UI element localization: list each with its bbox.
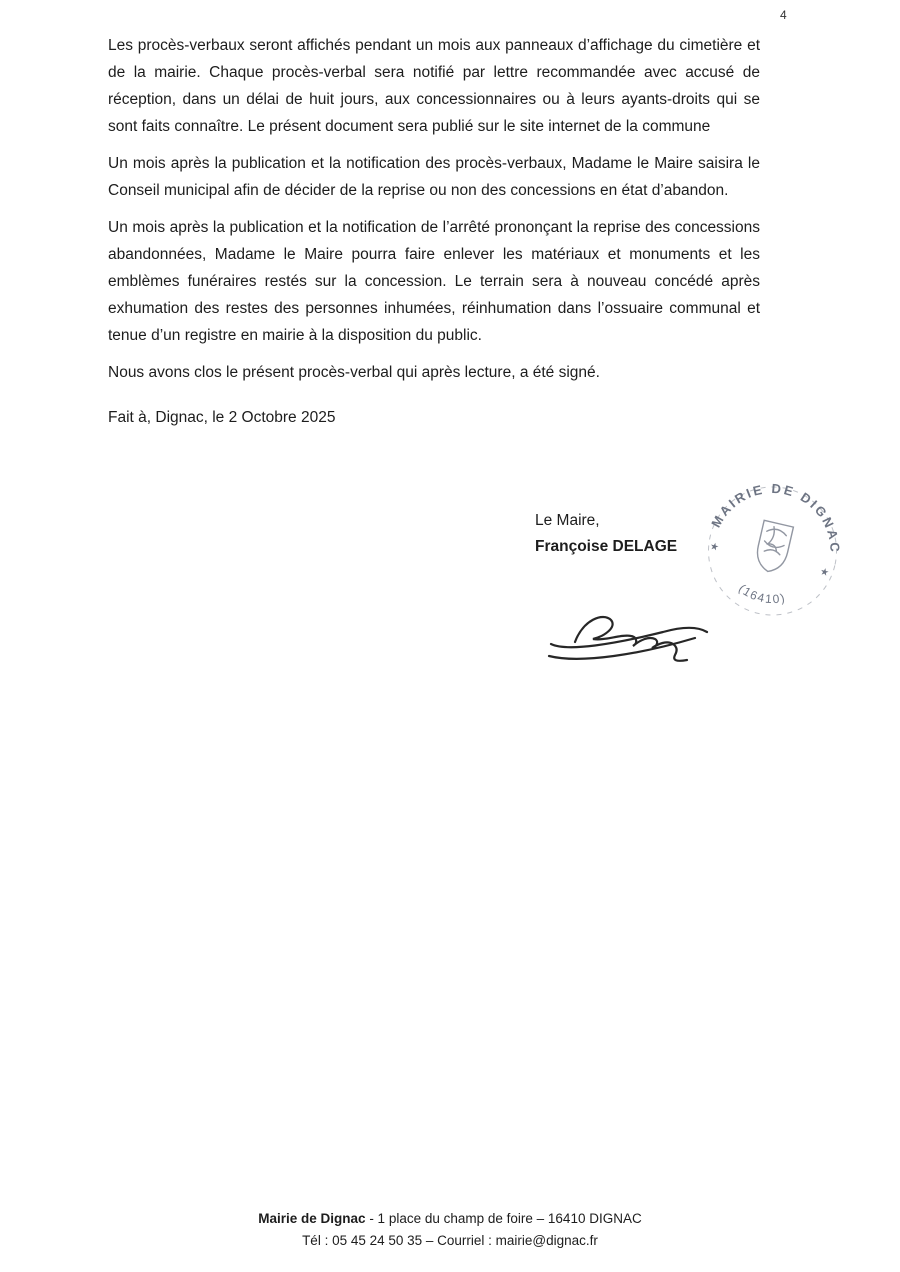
- paragraph: Un mois après la publication et la notification des procès-verbaux, Madame le Maire saisira le Conseil municipal afin de décider de la reprise ou non des concessions en état d’abandon.: [108, 155, 760, 199]
- stamp-star-right-icon: ★: [818, 566, 831, 580]
- footer-contact-line: Tél : 05 45 24 50 35 – Courriel : mairie@dignac.fr: [302, 1233, 598, 1248]
- signature-block: [535, 508, 677, 560]
- stamp-top-text-holder: [707, 467, 855, 558]
- stamp-bottom-text-holder: [734, 580, 790, 611]
- document-body: [108, 32, 760, 441]
- footer-address-line: [0, 1208, 900, 1230]
- footer-address-rest: - 1 place du champ de foire – 16410 DIGNAC: [365, 1211, 642, 1226]
- paragraph: Les procès-verbaux seront affichés pendant un mois aux panneaux d’affichage du cimetière et de la mairie. Chaque procès-verbal sera notifié par lettre recommandée avec accusé de réception, dans un délai de huit jours, aux concessionnaires ou à leurs ayants-droits qui se sont faits connaître. Le présent document sera publié sur le site internet de la commune: [108, 37, 760, 135]
- stamp-star-left-icon: ★: [708, 540, 720, 554]
- date-line: Fait à, Dignac, le 2 Octobre 2025: [108, 409, 336, 426]
- stamp-bottom-text: (16410): [735, 581, 788, 607]
- stamp-emblem-icon: [753, 520, 793, 574]
- handwritten-signature: [545, 592, 715, 682]
- signatory-name: Françoise DELAGE: [535, 538, 678, 555]
- paragraph: Un mois après la publication et la notification de l’arrêté prononçant la reprise des concessions abandonnées, Madame le Maire pourra faire enlever les matériaux et monuments et les emblèmes funéraires restés sur la concession. Le terrain sera à nouveau concédé après exhumation des restes des personnes inhumées, réinhumation dans l’ossuaire communal et tenue d’un registre en mairie à la disposition du public.: [108, 219, 760, 344]
- footer: [0, 1208, 900, 1252]
- stamp-top-text: MAIRIE DE DIGNAC: [708, 480, 843, 555]
- closing-statement: Nous avons clos le présent procès-verbal qui après lecture, a été signé.: [108, 364, 600, 381]
- page-number: 4: [780, 8, 787, 22]
- footer-org-name: Mairie de Dignac: [258, 1211, 366, 1226]
- signature-title: Le Maire,: [535, 512, 600, 529]
